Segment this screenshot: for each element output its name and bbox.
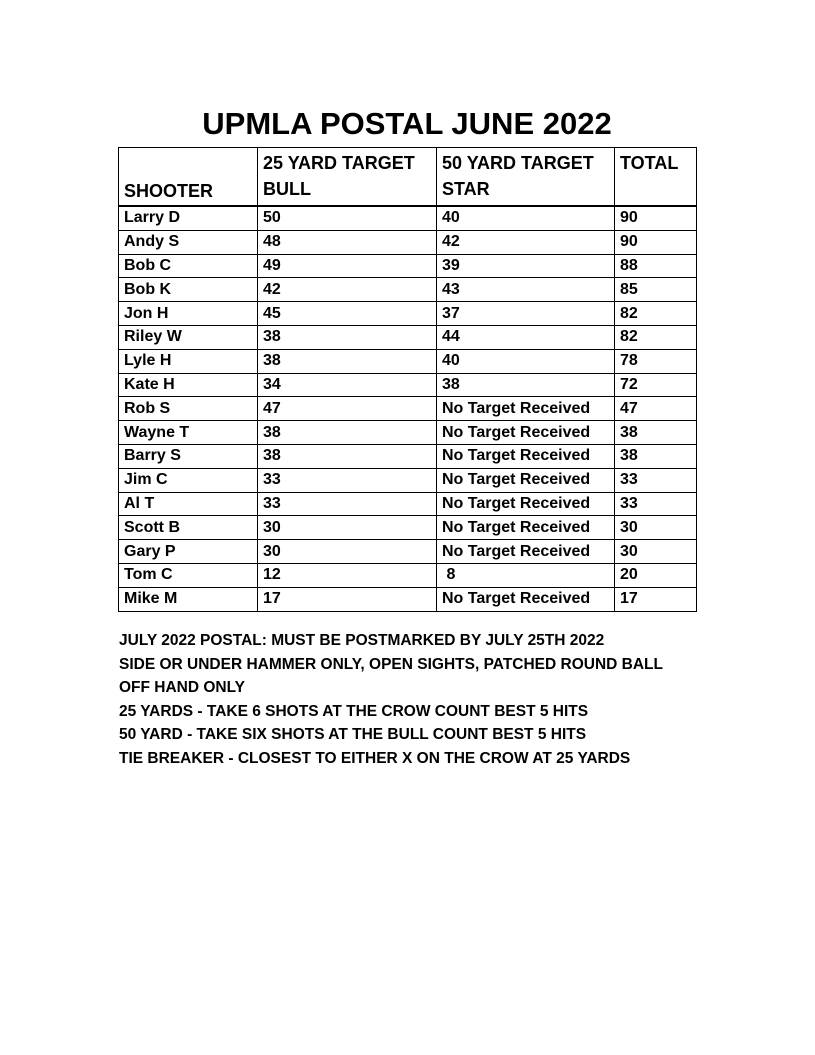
header-50-yard-line2: STAR bbox=[442, 179, 490, 199]
cell-total: 20 bbox=[615, 563, 697, 587]
cell-25-yard: 30 bbox=[258, 540, 437, 564]
cell-shooter: Gary P bbox=[119, 540, 258, 564]
cell-50-yard: No Target Received bbox=[437, 421, 615, 445]
cell-50-yard: 42 bbox=[437, 230, 615, 254]
cell-50-yard: No Target Received bbox=[437, 397, 615, 421]
cell-total: 82 bbox=[615, 325, 697, 349]
scores-table bbox=[118, 147, 697, 612]
cell-25-yard: 45 bbox=[258, 302, 437, 326]
note-line: JULY 2022 POSTAL: MUST BE POSTMARKED BY JULY 25TH 2022 bbox=[119, 632, 605, 649]
note-line: SIDE OR UNDER HAMMER ONLY, OPEN SIGHTS, PATCHED ROUND BALL bbox=[119, 655, 663, 673]
table-row bbox=[119, 492, 697, 516]
cell-50-yard: No Target Received bbox=[437, 492, 615, 516]
table-row bbox=[119, 397, 697, 421]
cell-25-yard: 17 bbox=[258, 587, 437, 611]
table-row bbox=[119, 587, 697, 611]
table-row bbox=[119, 563, 697, 587]
cell-25-yard: 47 bbox=[258, 397, 437, 421]
cell-shooter: Lyle H bbox=[119, 349, 258, 373]
cell-shooter: Andy S bbox=[119, 230, 258, 254]
table-row bbox=[119, 325, 697, 349]
note-line: TIE BREAKER - CLOSEST TO EITHER X ON THE CROW AT 25 YARDS bbox=[119, 749, 631, 767]
table-header-row bbox=[119, 148, 697, 207]
cell-25-yard: 34 bbox=[258, 373, 437, 397]
cell-50-yard: 43 bbox=[437, 278, 615, 302]
cell-shooter: Bob K bbox=[119, 278, 258, 302]
cell-50-yard: 37 bbox=[437, 302, 615, 326]
header-25-yard bbox=[258, 148, 437, 207]
cell-total: 47 bbox=[615, 397, 697, 421]
cell-total: 33 bbox=[615, 468, 697, 492]
cell-shooter: Scott B bbox=[119, 516, 258, 540]
header-50-yard-line1: 50 YARD TARGET bbox=[442, 153, 594, 173]
cell-25-yard: 38 bbox=[258, 325, 437, 349]
cell-shooter: Kate H bbox=[119, 373, 258, 397]
cell-shooter: Bob C bbox=[119, 254, 258, 278]
cell-shooter: Larry D bbox=[119, 206, 258, 230]
cell-shooter: Mike M bbox=[119, 587, 258, 611]
header-50-yard bbox=[437, 148, 615, 207]
cell-25-yard: 33 bbox=[258, 468, 437, 492]
cell-25-yard: 38 bbox=[258, 444, 437, 468]
cell-25-yard: 38 bbox=[258, 349, 437, 373]
table-row bbox=[119, 206, 697, 230]
cell-50-yard: No Target Received bbox=[437, 468, 615, 492]
cell-50-yard: 39 bbox=[437, 254, 615, 278]
table-row bbox=[119, 540, 697, 564]
table-row bbox=[119, 516, 697, 540]
cell-total: 72 bbox=[615, 373, 697, 397]
cell-shooter: Jon H bbox=[119, 302, 258, 326]
notes-block bbox=[119, 629, 719, 770]
header-total: TOTAL bbox=[615, 148, 697, 207]
cell-total: 30 bbox=[615, 516, 697, 540]
table-row bbox=[119, 278, 697, 302]
cell-50-yard: 40 bbox=[437, 349, 615, 373]
cell-total: 82 bbox=[615, 302, 697, 326]
cell-shooter: Riley W bbox=[119, 325, 258, 349]
header-shooter: SHOOTER bbox=[119, 148, 258, 207]
cell-50-yard: No Target Received bbox=[437, 540, 615, 564]
cell-25-yard: 30 bbox=[258, 516, 437, 540]
cell-50-yard: 44 bbox=[437, 325, 615, 349]
note-line: 25 YARDS - TAKE 6 SHOTS AT THE CROW COUNT BEST 5 HITS bbox=[119, 702, 589, 720]
table-row bbox=[119, 254, 697, 278]
header-25-yard-line1: 25 YARD TARGET bbox=[263, 153, 415, 173]
cell-shooter: Tom C bbox=[119, 563, 258, 587]
table-row bbox=[119, 421, 697, 445]
cell-total: 90 bbox=[615, 230, 697, 254]
cell-50-yard: 40 bbox=[437, 206, 615, 230]
cell-shooter: Wayne T bbox=[119, 421, 258, 445]
cell-25-yard: 48 bbox=[258, 230, 437, 254]
cell-50-yard: No Target Received bbox=[437, 516, 615, 540]
table-row bbox=[119, 373, 697, 397]
table-row bbox=[119, 230, 697, 254]
table-row bbox=[119, 349, 697, 373]
cell-25-yard: 12 bbox=[258, 563, 437, 587]
cell-shooter: Barry S bbox=[119, 444, 258, 468]
page-title: UPMLA POSTAL JUNE 2022 bbox=[202, 106, 612, 141]
cell-total: 38 bbox=[615, 444, 697, 468]
cell-total: 90 bbox=[615, 206, 697, 230]
cell-total: 85 bbox=[615, 278, 697, 302]
cell-25-yard: 33 bbox=[258, 492, 437, 516]
cell-total: 17 bbox=[615, 587, 697, 611]
cell-shooter: Al T bbox=[119, 492, 258, 516]
table-row bbox=[119, 468, 697, 492]
table-row bbox=[119, 302, 697, 326]
cell-25-yard: 38 bbox=[258, 421, 437, 445]
cell-25-yard: 42 bbox=[258, 278, 437, 302]
cell-total: 78 bbox=[615, 349, 697, 373]
cell-25-yard: 50 bbox=[258, 206, 437, 230]
cell-total: 33 bbox=[615, 492, 697, 516]
cell-50-yard: 8 bbox=[437, 563, 615, 587]
note-line: 50 YARD - TAKE SIX SHOTS AT THE BULL COUNT BEST 5 HITS bbox=[119, 726, 587, 743]
cell-shooter: Jim C bbox=[119, 468, 258, 492]
cell-50-yard: 38 bbox=[437, 373, 615, 397]
cell-total: 30 bbox=[615, 540, 697, 564]
cell-shooter: Rob S bbox=[119, 397, 258, 421]
cell-50-yard: No Target Received bbox=[437, 587, 615, 611]
cell-25-yard: 49 bbox=[258, 254, 437, 278]
table-row bbox=[119, 444, 697, 468]
cell-total: 38 bbox=[615, 421, 697, 445]
note-line: OFF HAND ONLY bbox=[119, 679, 246, 696]
cell-total: 88 bbox=[615, 254, 697, 278]
cell-50-yard: No Target Received bbox=[437, 444, 615, 468]
header-25-yard-line2: BULL bbox=[263, 179, 311, 199]
